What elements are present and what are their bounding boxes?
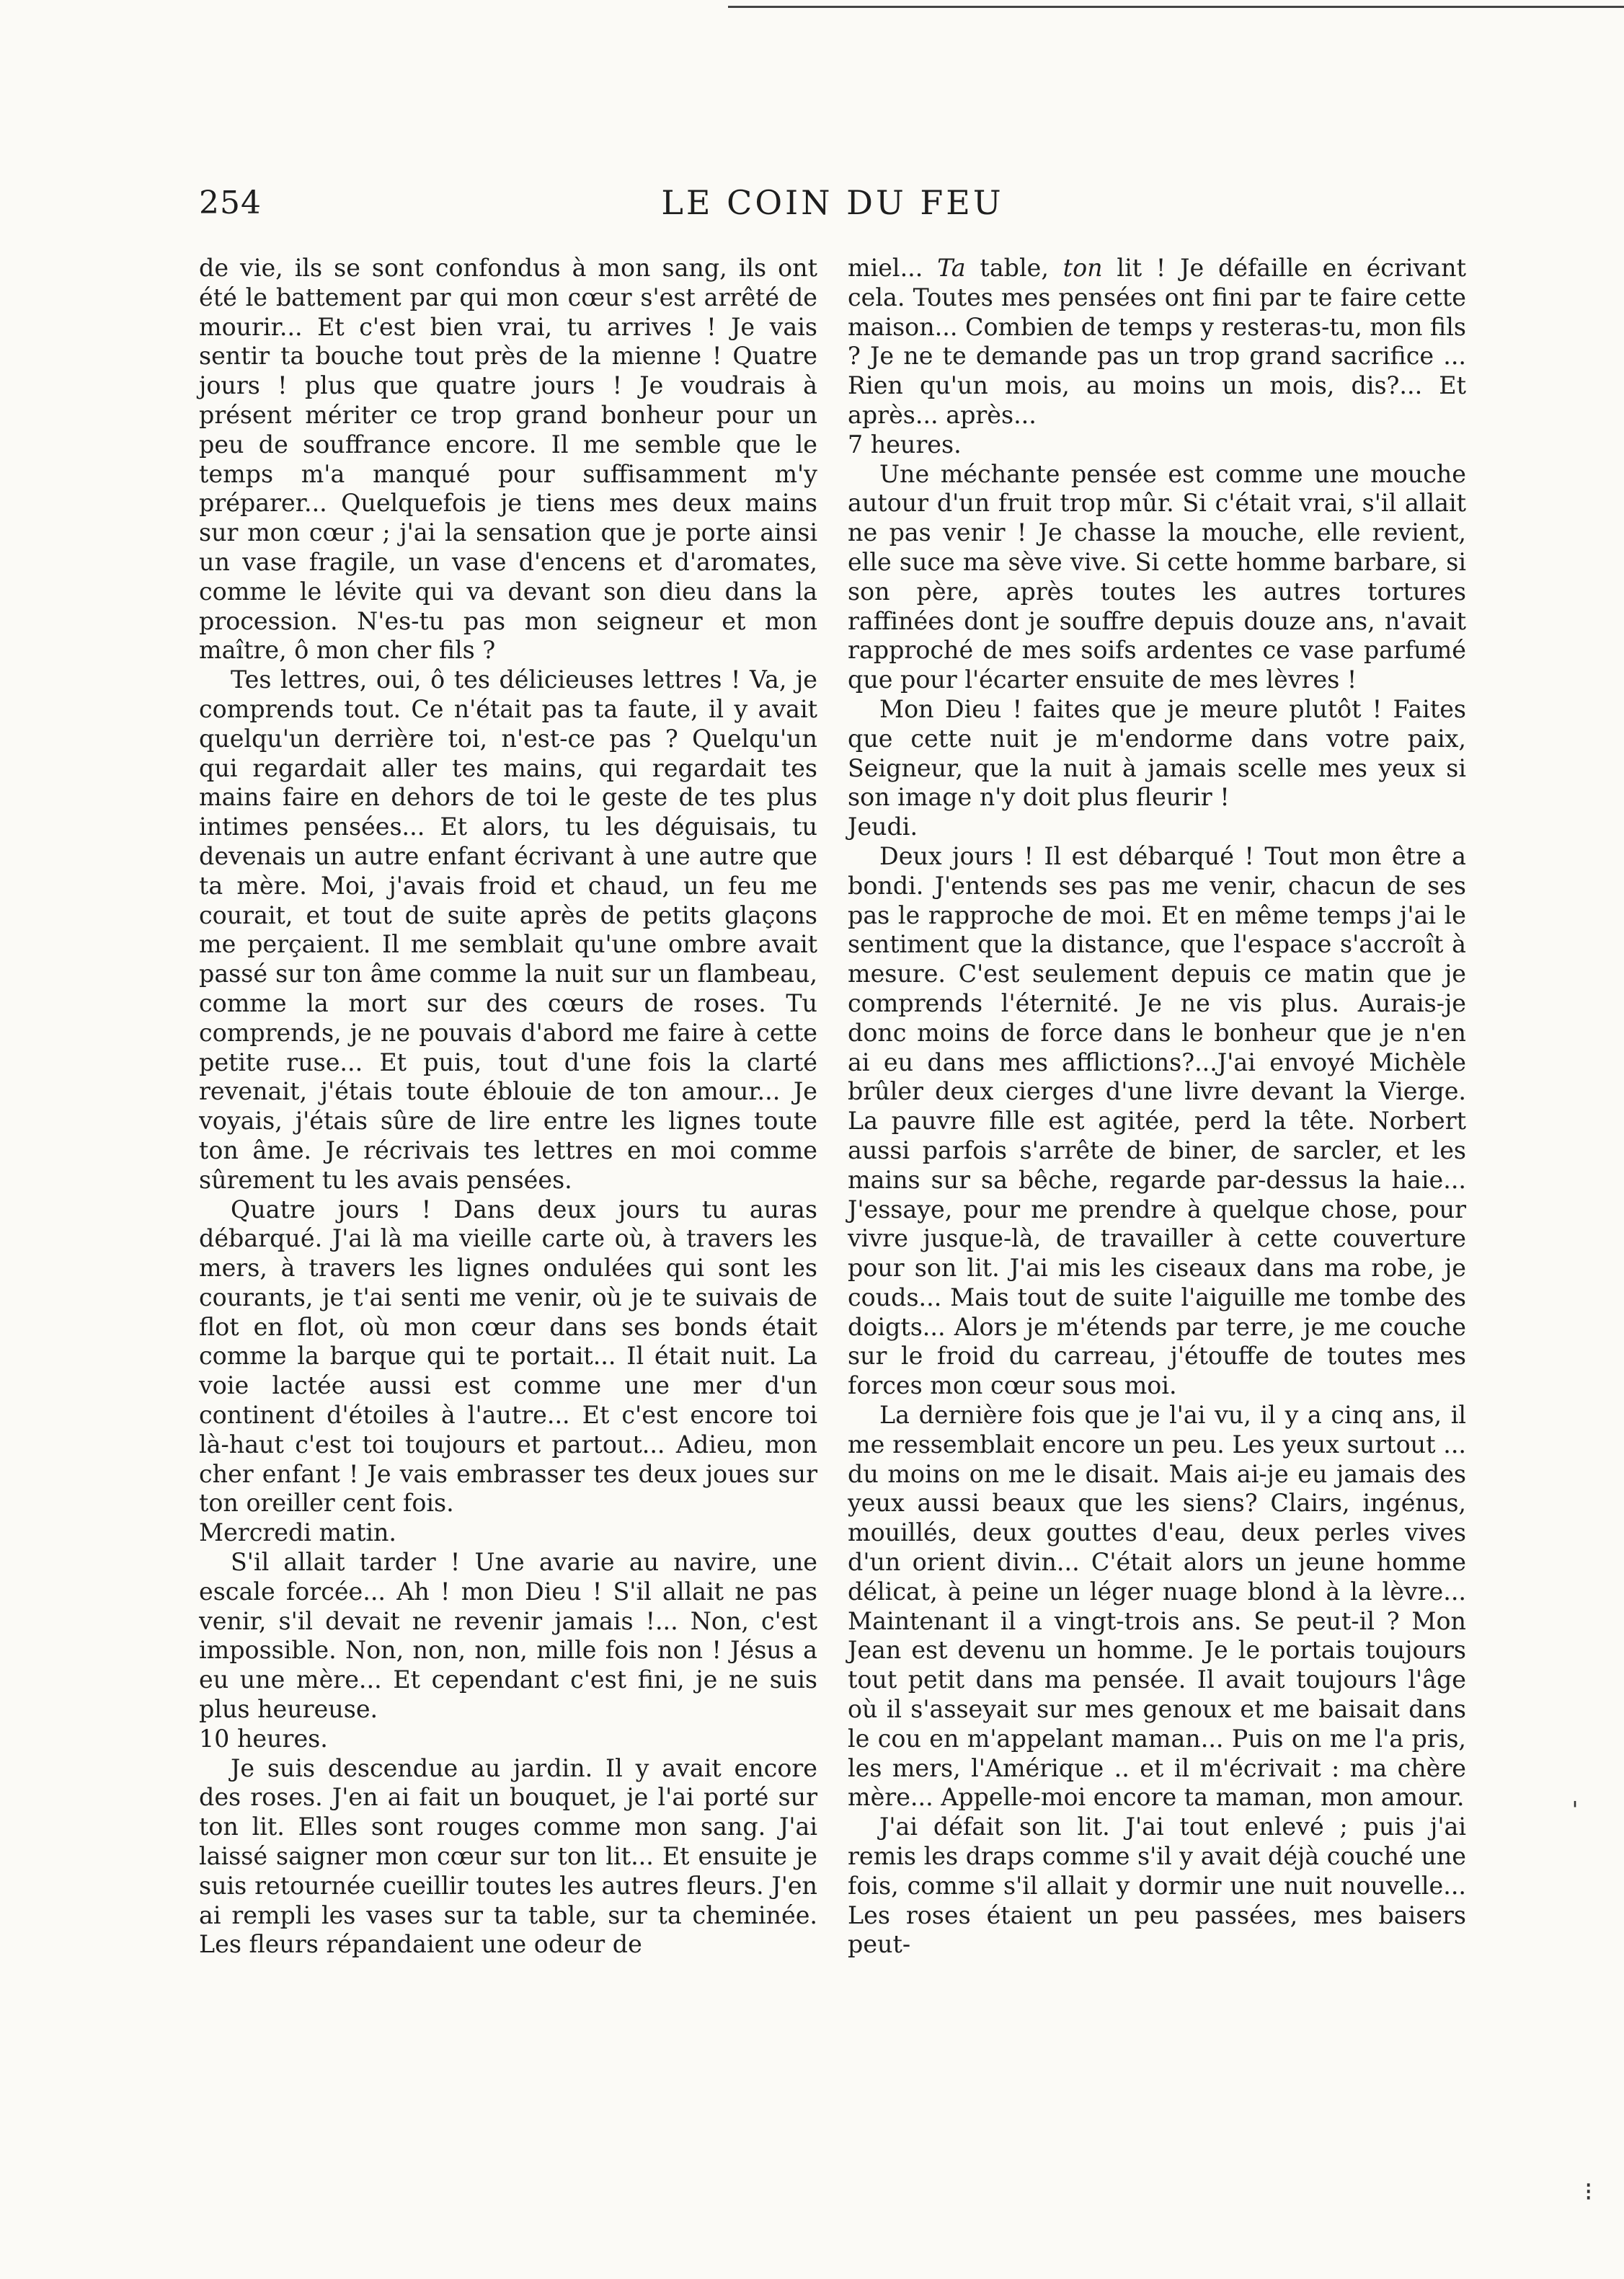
paragraph: Mon Dieu ! faites que je meure plutôt ! Faites que cette nuit je m'endorme dans votre paix, Seigneur, que la nuit à jamais scelle mes yeux si son image n'y doit plus fleurir ! [848, 694, 1466, 812]
paragraph: Deux jours ! Il est débarqué ! Tout mon être a bondi. J'entends ses pas me venir, chacun de ses pas le rapproche de moi. Et en même temps j'ai le sentiment que la distance, que l'espace s'accroît à mesure. C'est seulement depuis ce matin que je comprends l'éternité. Je ne vis plus. Aurais-je donc moins de force dans le bonheur que je n'en ai eu dans mes afflictions?...J'ai envoyé Michèle brûler deux cierges d'une livre devant la Vierge. La pauvre fille est agitée, perd la tête. Norbert aussi parfois s'arrête de biner, de sarcler, et les mains sur sa bêche, regarde par-dessus la haie... J'essaye, pour me prendre à quelque chose, pour vivre jusque-là, de travailler à cette couverture pour son lit. J'ai mis les ciseaux dans ma robe, je couds... Mais tout de suite l'aiguille me tombe des doigts... Alors je m'étends par terre, je me couche sur le froid du carreau, j'étouffe de toutes mes forces mon cœur sous moi. [848, 841, 1466, 1400]
italic-word: Ta [937, 254, 966, 282]
time-heading: Mercredi matin. [199, 1518, 397, 1547]
paragraph: de vie, ils se sont confondus à mon sang, ils ont été le battement par qui mon cœur s'est arrêté de mourir... Et c'est bien vrai, tu arrives ! Je vais sentir ta bouche tout près de la mienne ! Quatre jours ! plus que quatre jours ! Je voudrais à présent mériter ce trop grand bonheur pour un peu de souffrance encore. Il me semble que le temps m'a manqué pour suffisamment m'y préparer... Quelquefois je tiens mes deux mains sur mon cœur ; j'ai la sensation que je porte ainsi un vase fragile, un vase d'encens et d'aromates, comme le lévite qui va devant son dieu dans la procession. N'es-tu pas mon seigneur et mon maître, ô mon cher fils ? [199, 254, 817, 665]
paragraph: Une méchante pensée est comme une mouche autour d'un fruit trop mûr. Si c'était vrai, s'il allait ne pas venir ! Je chasse la mouche, elle revient, elle suce ma sève vive. Si cette homme barbare, si son père, après toutes les autres tortures raffinées dont je souffre depuis douze ans, n'avait rapproché de mes soifs ardentes ce vase parfumé que pour l'écarter ensuite de mes lèvres ! [848, 459, 1466, 694]
paragraph: Tes lettres, oui, ô tes délicieuses lettres ! Va, je comprends tout. Ce n'était pas ta faute, il y avait quelqu'un derrière toi, n'est-ce pas ? Quelqu'un qui regardait aller tes mains, qui regardait tes mains faire en dehors de toi le geste de tes plus intimes pensées... Et alors, tu les déguisais, tu devenais un autre enfant écrivant à une autre que ta mère. Moi, j'avais froid et chaud, un feu me courait, et tout de suite après de petits glaçons me perçaient. Il me semblait qu'une ombre avait passé sur ton âme comme la nuit sur un flambeau, comme la mort sur des cœurs de roses. Tu comprends, je ne pouvais d'abord me faire à cette petite ruse... Et puis, tout d'une fois la clarté revenait, j'étais toute éblouie de ton amour... Je voyais, j'étais sûre de lire entre les lignes toute ton âme. Je récrivais tes lettres en moi comme sûrement tu les avais pensées. [199, 665, 817, 1194]
paragraph: La dernière fois que je l'ai vu, il y a cinq ans, il me ressemblait encore un peu. Les yeux surtout ... du moins on me le disait. Mais ai-je eu jamais des yeux aussi beaux que les siens? Clairs, ingénus, mouillés, deux gouttes d'eau, deux perles vives d'un orient divin... C'était alors un jeune homme délicat, à peine un léger nuage blond à la lèvre... Maintenant il a vingt-trois ans. Se peut-il ? Mon Jean est devenu un homme. Je le portais toujours tout petit dans ma pensée. Il avait toujours l'âge où il s'asseyait sur mes genoux et me baisait dans le cou en m'appelant maman... Puis on me l'a pris, les mers, l'Amérique .. et il m'écrivait : ma chère mère... Appelle-moi encore ta maman, mon amour. [848, 1401, 1466, 1812]
paragraph: S'il allait tarder ! Une avarie au navire, une escale forcée... Ah ! mon Dieu ! S'il allait ne pas venir, s'il devait ne revenir jamais !... Non, c'est impossible. Non, non, non, mille fois non ! Jésus a eu une mère... Et cependant c'est fini, je ne suis plus heureuse. [199, 1548, 817, 1724]
top-edge-rule [728, 6, 1624, 8]
paragraph [848, 254, 1466, 430]
binding-edge-mark: ⁝ [1584, 2177, 1593, 2207]
time-heading: Jeudi. [848, 813, 918, 841]
italic-word: ton [1062, 254, 1103, 282]
page-header [199, 179, 1466, 229]
text-run: miel... [848, 254, 938, 282]
text-run: lit ! Je défaille en écrivant cela. Toutes mes pensées ont fini par te faire cette maison... Combien de temps y resteras-tu, mon fils ? Je ne te demande pas un trop grand sacrifice ... Rien qu'un mois, au moins un mois, dis?... Et après... après... [848, 254, 1466, 429]
paragraph: J'ai défait son lit. J'ai tout enlevé ; puis j'ai remis les draps comme s'il y avait déjà couché une fois, comme s'il allait y dormir une nuit nouvelle... Les roses étaient un peu passées, mes baisers peut- [848, 1813, 1466, 1959]
page-number: 254 [199, 185, 262, 221]
left-column [199, 254, 817, 1960]
time-heading: 7 heures. [848, 430, 962, 459]
paragraph: Quatre jours ! Dans deux jours tu auras débarqué. J'ai là ma vieille carte où, à travers les mers, à travers les lignes ondulées qui sont les courants, je t'ai senti me venir, où je te suivais de flot en flot, où mon cœur dans ses bonds était comme la barque qui te portait... Il était nuit. La voie lactée aussi est comme une mer d'un continent d'étoiles à l'autre... Et c'est encore toi là-haut c'est toi toujours et partout... Adieu, mon cher enfant ! Je vais embrasser tes deux joues sur ton oreiller cent fois. [199, 1195, 817, 1518]
text-run: table, [965, 254, 1063, 282]
time-heading: 10 heures. [199, 1724, 328, 1753]
paragraph: Je suis descendue au jardin. Il y avait encore des roses. J'en ai fait un bouquet, je l'ai porté sur ton lit. Elles sont rouges comme mon sang. J'ai laissé saigner mon cœur sur ton lit... Et ensuite je suis retournée cueillir toutes les autres fleurs. J'en ai rempli les vases sur ta table, sur ta cheminée. Les fleurs répandaient une odeur de [199, 1753, 817, 1959]
margin-tick-mark: ˌ [1571, 1781, 1579, 1810]
running-title: LE COIN DU FEU [661, 183, 1004, 222]
right-column [848, 254, 1466, 1960]
